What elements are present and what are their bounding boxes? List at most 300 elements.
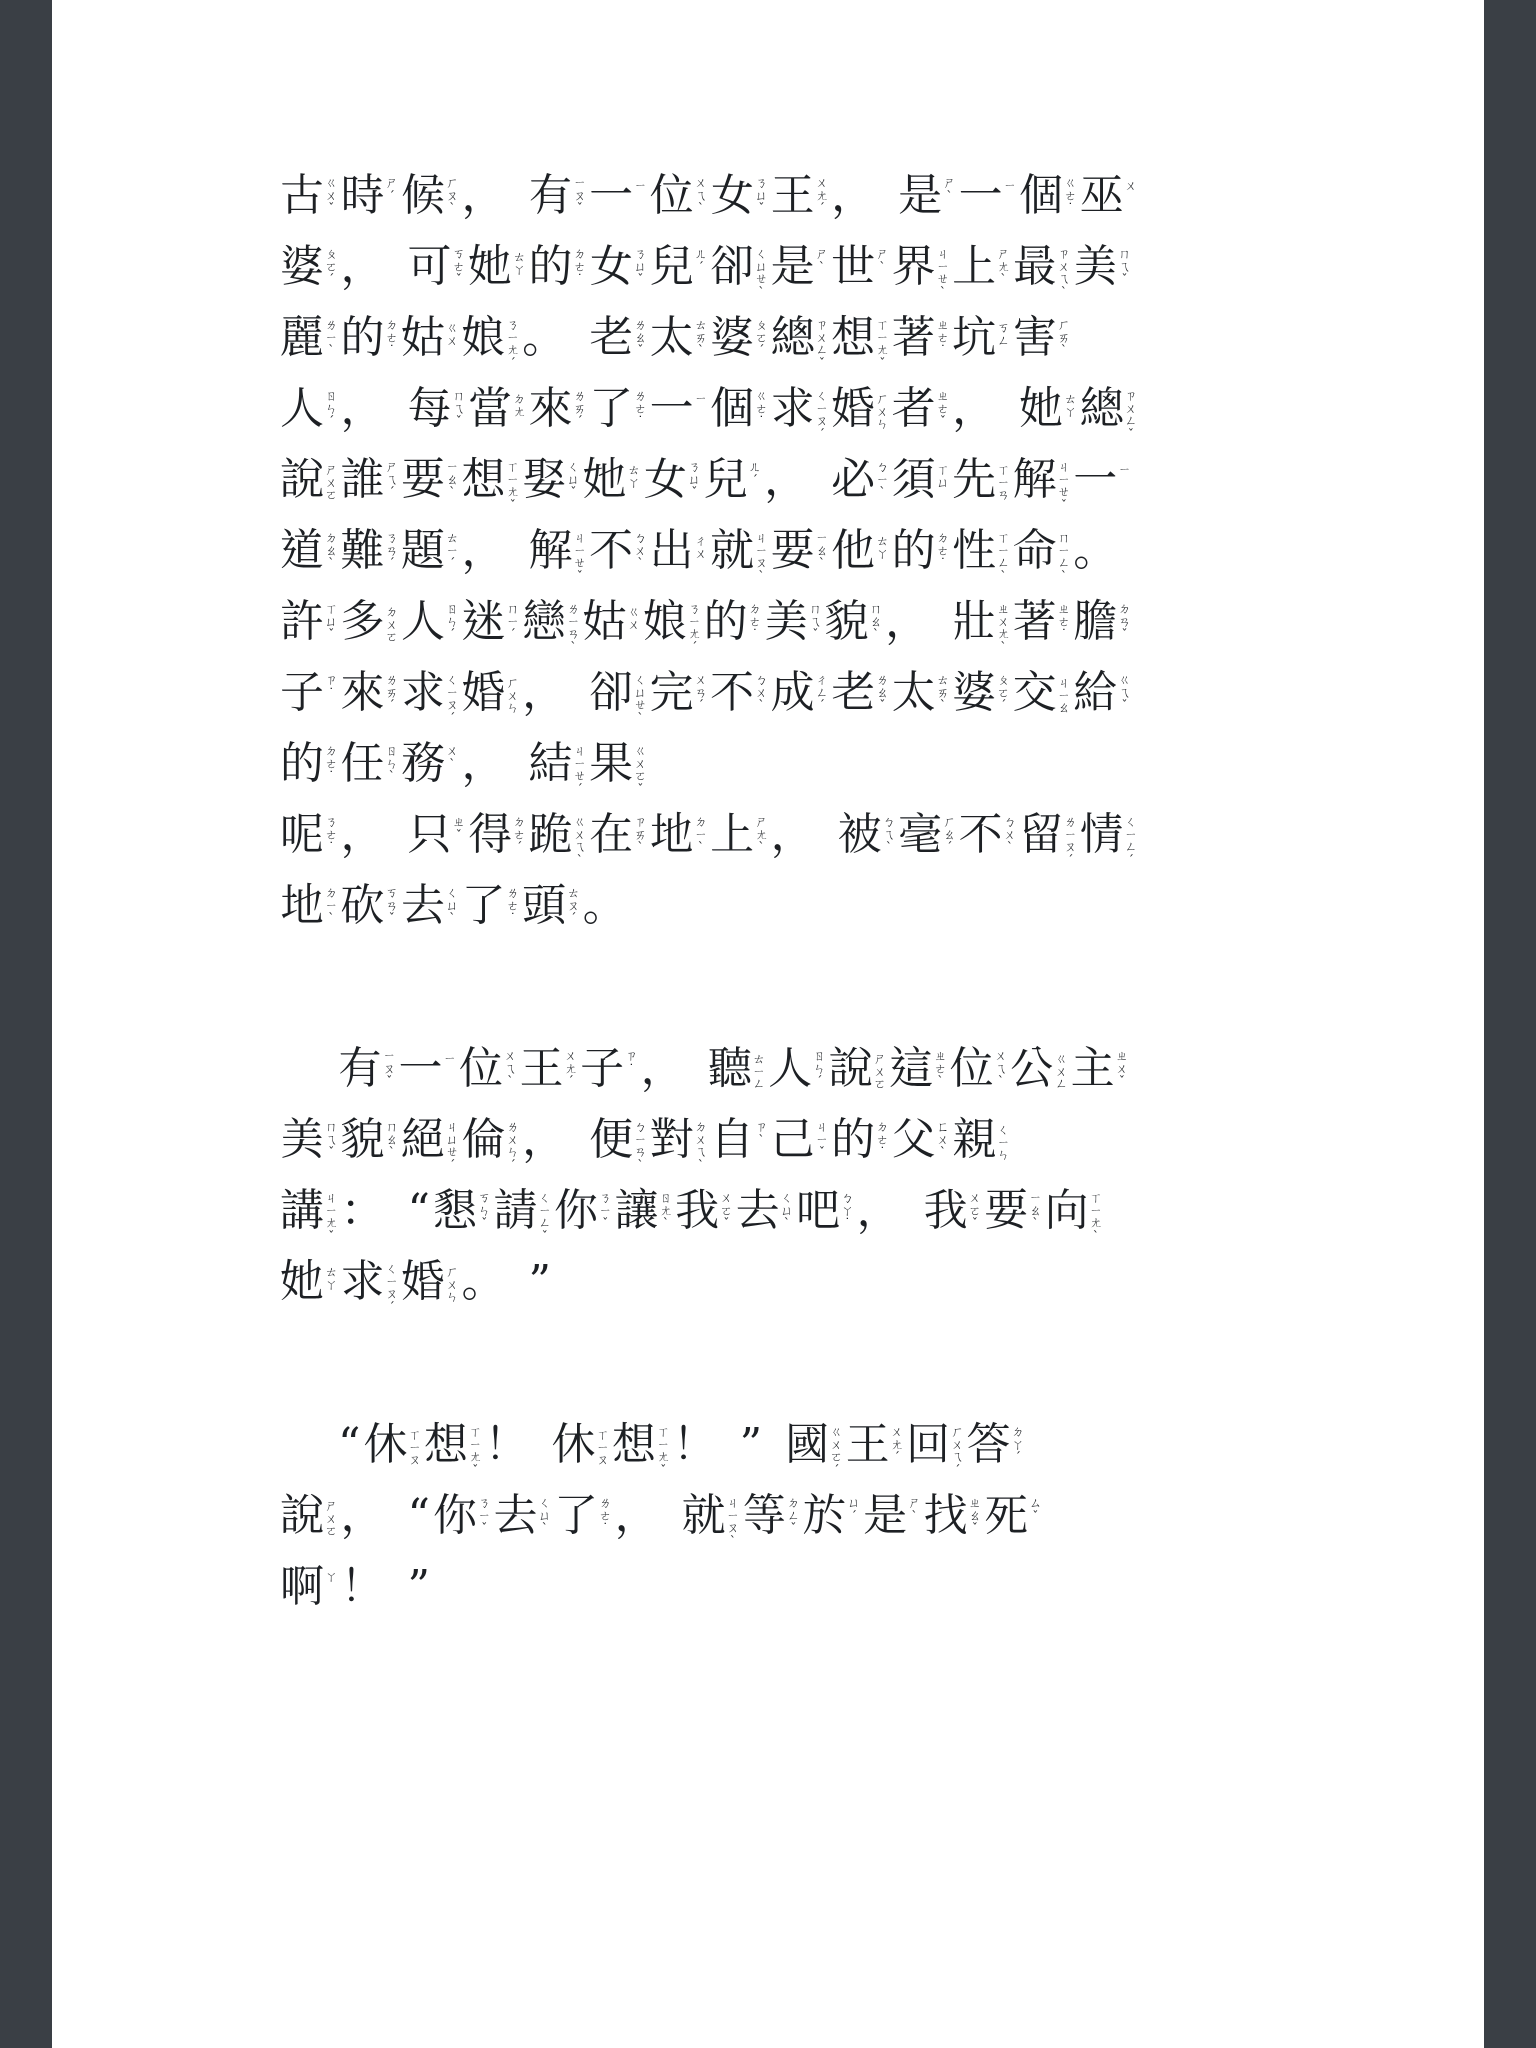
annotated-character [462,312,520,369]
han-glyph: 巫 [1079,170,1124,221]
annotated-character [831,383,889,435]
annotated-character [675,1185,733,1237]
bopomofo-annotation: ㄖ ㄣ ˊ [446,601,459,641]
han-glyph: 讓 [614,1185,659,1236]
bopomofo-annotation: ㄨ ㄟ ˋ [994,1048,1008,1088]
annotated-character [612,1419,670,1476]
han-glyph: 說 [828,1043,873,1094]
bopomofo-annotation: ㄋ ㄧ ˇ [599,1190,612,1230]
annotated-character [825,596,883,648]
annotated-character [710,525,768,582]
bopomofo-annotation: ㄒ ㄧ ㄢ [997,462,1010,502]
annotated-character [433,1490,491,1542]
bopomofo-annotation: ㄒ ㄧ ㄤ ˇ [876,317,889,370]
han-glyph: 交 [1012,667,1057,718]
punctuation-glyph: ， [340,809,385,860]
annotated-character [494,1185,552,1242]
bopomofo-annotation: ㄅ ㄟ ˋ [882,814,896,854]
han-glyph: 美 [764,596,809,647]
han-glyph: 難 [340,525,385,576]
annotated-character [803,1490,861,1542]
annotated-character [710,1114,768,1166]
text-line [280,525,1300,596]
annotated-character [522,596,580,653]
han-glyph: 求 [770,383,815,434]
bopomofo-annotation: ㄒ ㄩ [936,462,950,490]
annotated-character [522,880,580,932]
text-line [280,170,1300,241]
annotated-character [280,1114,338,1166]
annotated-character [952,667,1010,719]
annotated-character [280,525,338,577]
han-glyph: 害 [1012,312,1057,363]
han-glyph: 己 [770,1114,815,1165]
han-glyph: 婆 [952,667,997,718]
han-glyph: 女 [589,241,634,292]
annotated-character [401,525,459,577]
annotated-character [589,738,647,795]
bopomofo-annotation: ㄐ ㄧ ㄠ [1057,675,1071,715]
bopomofo-annotation: ㄕ ˋ [908,1495,921,1523]
bopomofo-annotation: ㄐ ㄧ ㄡ ˋ [755,530,768,583]
han-glyph: 迷 [461,596,506,647]
han-glyph: 果 [589,738,634,789]
bopomofo-annotation: ㄅ ㄚ ˙ [841,1190,854,1230]
bopomofo-annotation: ㄍ ㄨ [627,604,641,632]
han-glyph: 王 [519,1043,564,1094]
bopomofo-annotation: ㄇ ㄟ ˇ [809,601,822,641]
annotated-character [280,454,338,506]
bopomofo-annotation: ㄇ ㄟ ˇ [325,1119,338,1159]
annotated-character [529,809,587,866]
annotated-character [341,596,399,648]
bopomofo-annotation: ㄅ ㄨ ˋ [1003,814,1017,854]
bopomofo-annotation: ㄊ ㄡ ˊ [567,885,580,925]
han-glyph: 人 [768,1043,813,1094]
bopomofo-annotation: ㄨ ㄛ ˇ [968,1190,982,1230]
annotated-character [589,809,647,861]
bopomofo-annotation: ㄍ ㄜ ˙ [1064,175,1077,215]
bopomofo-annotation: ㄑ ㄧ ㄥ ˇ [538,1190,552,1243]
bopomofo-annotation: ㄒ ㄩ ˇ [325,601,338,641]
annotated-character [401,170,459,222]
han-glyph: 來 [528,383,573,434]
annotated-character [736,1185,794,1237]
bopomofo-annotation: ㄉ ㄜ ˙ [385,317,399,357]
annotated-character [892,312,950,364]
annotated-character [341,312,399,364]
bopomofo-annotation: ㄈ ㄨ ˋ [936,1119,950,1159]
han-glyph: 總 [1079,383,1124,434]
annotated-character [892,383,950,435]
han-glyph: 卻 [589,667,634,718]
bopomofo-annotation: ㄙ ˇ [1029,1495,1042,1523]
han-glyph: 子 [280,667,324,718]
han-glyph: 對 [649,1114,694,1165]
bopomofo-annotation: ㄇ ㄠ ˋ [385,1119,399,1159]
bopomofo-annotation: ㄓ ㄨ ㄤ ˋ [997,601,1010,654]
bopomofo-annotation: ㄐ ㄧ ㄝ ˊ [573,743,587,796]
annotated-character [280,1185,338,1242]
annotated-character [771,1114,829,1166]
annotated-character [494,1490,552,1542]
bopomofo-annotation: ㄉ ㄥ ˇ [787,1495,800,1535]
annotated-character [952,241,1010,293]
bopomofo-annotation: ㄨ ㄛ ˇ [720,1190,733,1230]
annotated-character [682,1490,740,1547]
annotated-character [589,383,647,435]
annotated-character [898,809,956,861]
han-glyph: 上 [710,809,755,860]
bopomofo-annotation: ㄉ ㄚ ˊ [1011,1424,1025,1464]
han-glyph: 的 [703,596,748,647]
punctuation-glyph: 。 [1073,525,1118,576]
annotated-character [529,170,587,222]
bopomofo-annotation: ㄗ ㄨ ㄟ ˋ [1057,246,1071,299]
bopomofo-annotation: ㄍ ㄨ ㄛ ˇ [634,743,647,796]
annotated-character [1080,170,1138,222]
han-glyph: 太 [649,312,694,363]
han-glyph: 給 [1073,667,1118,718]
han-glyph: 出 [649,525,694,576]
han-glyph: 人 [280,383,324,434]
han-glyph: 地 [280,880,324,931]
han-glyph: 只 [407,809,452,860]
annotated-character [829,1043,887,1095]
annotated-character [280,170,338,222]
annotated-character [771,312,829,369]
bopomofo-annotation: ㄅ ㄧ ˋ [876,459,889,499]
annotated-character [401,312,459,364]
annotated-character [771,667,829,719]
punctuation-glyph: ， [522,667,567,718]
han-glyph: 去 [493,1490,538,1541]
punctuation-glyph: ！ [340,1561,385,1612]
annotated-character [401,596,459,648]
han-glyph: 便 [589,1114,634,1165]
han-glyph: 子 [580,1043,625,1094]
bopomofo-annotation: ㄇ ㄠ ˋ [869,601,883,641]
han-glyph: 要 [984,1185,1029,1236]
bopomofo-annotation: ㄅ ㄧ ㄢ ˋ [634,1119,647,1172]
bopomofo-annotation: ㄋ ㄧ ˇ [478,1495,491,1535]
han-glyph: 是 [863,1490,908,1541]
bopomofo-annotation: ㄎ ㄜ ˇ [452,246,466,286]
annotated-character [408,241,466,293]
text-line [280,809,1300,880]
annotated-character [529,241,587,293]
annotated-character [643,454,701,506]
punctuation-glyph: ， [461,170,506,221]
han-glyph: 自 [710,1114,755,1165]
text-line [280,1114,1300,1185]
han-glyph: 了 [589,383,634,434]
bopomofo-annotation: ㄋ ㄧ ㄤ ˊ [506,317,520,370]
punctuation-glyph: ， [831,170,876,221]
bopomofo-annotation: ㄒ ㄧ ㄡ [408,1427,422,1467]
han-glyph: 在 [589,809,634,860]
annotated-character [1073,454,1131,506]
bopomofo-annotation: ㄕ ˊ [385,175,399,203]
punctuation-glyph: “ [407,1185,431,1236]
annotated-character [468,383,526,435]
han-glyph: 坑 [952,312,997,363]
annotated-character [892,667,950,719]
punctuation-glyph: ， [340,1490,385,1541]
han-glyph: 著 [1012,596,1057,647]
punctuation-glyph: ， [952,383,997,434]
text-line [280,1043,1300,1114]
bopomofo-annotation: ㄕ ㄨ ㄛ [325,462,338,502]
bopomofo-annotation: ㄨ ㄤ ˊ [815,175,829,215]
annotated-character [401,667,459,724]
annotated-character [583,596,641,648]
bopomofo-annotation: ㄗ ˋ [755,1119,768,1147]
annotated-character [462,667,520,719]
han-glyph: 完 [649,667,694,718]
bopomofo-annotation: ㄉ ㄠ ˋ [325,530,338,570]
annotated-character [554,1490,612,1542]
han-glyph: 性 [952,525,997,576]
bopomofo-annotation: ㄋ ㄩ ˇ [688,459,701,499]
annotated-character [892,525,950,577]
bopomofo-annotation: ㄧ [634,178,647,193]
annotated-character [1019,170,1077,222]
han-glyph: 最 [1012,241,1057,292]
punctuation-glyph: ， [461,525,506,576]
annotated-character [710,383,768,435]
han-glyph: 位 [949,1043,994,1094]
bopomofo-annotation: ㄕ ㄤ ˋ [755,814,768,854]
bopomofo-annotation: ㄉ ㄢ ˇ [1118,601,1131,641]
annotated-character [952,454,1010,506]
bopomofo-annotation: ㄓ ㄜ ˙ [936,317,950,357]
han-glyph: 的 [891,525,936,576]
annotated-character [554,1185,612,1237]
punctuation-glyph: ！ [672,1419,717,1470]
annotated-character [589,312,647,364]
han-glyph: 候 [401,170,446,221]
bopomofo-annotation: ㄋ ㄩ ˇ [634,246,647,286]
annotated-character [710,241,768,298]
han-glyph: 卻 [710,241,755,292]
annotated-character [650,809,708,861]
bopomofo-annotation: ㄉ ㄤ [513,391,526,419]
han-glyph: 死 [984,1490,1029,1541]
han-glyph: 王 [845,1419,890,1470]
annotated-character [401,880,459,932]
annotated-character [280,880,338,932]
annotated-character [959,170,1017,222]
annotated-character [341,738,399,790]
bopomofo-annotation: ㄌ ㄠ ˇ [876,672,889,712]
han-glyph: 公 [1010,1043,1055,1094]
han-glyph: 就 [681,1490,726,1541]
bopomofo-annotation: ㄊ ㄞ ˋ [694,317,708,357]
bopomofo-annotation: ㄗ ㄞ ˋ [634,814,647,854]
han-glyph: 古 [280,170,324,221]
text-line [280,880,1300,951]
annotated-character [710,170,768,222]
annotated-character [580,1043,638,1095]
han-glyph: 娘 [643,596,688,647]
han-glyph: 我 [675,1185,720,1236]
han-glyph: 去 [735,1185,780,1236]
bopomofo-annotation: ㄖ ㄣ ˊ [325,388,338,428]
annotated-character [906,1419,964,1476]
han-glyph: 是 [770,241,815,292]
han-glyph: 姑 [401,312,446,363]
bopomofo-annotation: ㄨ ㄤ ˊ [890,1424,904,1464]
annotated-character [589,1114,647,1171]
text-line [280,454,1300,525]
annotated-character [462,1114,520,1171]
annotated-character [1073,667,1131,719]
han-glyph: 貌 [340,1114,385,1165]
han-glyph: 必 [831,454,876,505]
annotated-character [1071,1043,1129,1095]
bopomofo-annotation: ㄋ ㄩ ˇ [755,175,768,215]
han-glyph: 結 [528,738,573,789]
annotated-character [408,383,466,435]
han-glyph: 總 [770,312,815,363]
bopomofo-annotation: ㄧ ㄡ ˇ [383,1048,396,1088]
punctuation-glyph: 。 [582,880,627,931]
bopomofo-annotation: ㄆ ㄛ ˊ [325,246,338,286]
bopomofo-annotation: ㄅ ㄨ ˋ [755,672,768,712]
han-glyph: 麗 [280,312,324,363]
han-glyph: 想 [831,312,876,363]
annotated-character [1013,454,1071,511]
annotated-character [1010,1043,1068,1095]
bopomofo-annotation: ㄒ ㄧ ㄤ ˇ [469,1424,482,1477]
punctuation-glyph: 。 [522,312,567,363]
bopomofo-annotation: ㄒ ㄧ ㄡ [596,1427,610,1467]
annotated-character [462,880,520,932]
annotated-character [771,241,829,293]
han-glyph: 要 [401,454,446,505]
han-glyph: 她 [280,1256,324,1307]
bopomofo-annotation: ㄕ ㄟ ˊ [385,459,399,499]
han-glyph: 講 [280,1185,324,1236]
text-line [280,596,1300,667]
han-glyph: 向 [1044,1185,1089,1236]
annotated-character [831,667,889,719]
han-glyph: 答 [966,1419,1011,1470]
annotated-character [708,1043,766,1095]
bopomofo-annotation: ㄊ ㄧ ˊ [446,530,459,570]
annotated-character [280,738,338,790]
han-glyph: 位 [459,1043,504,1094]
bopomofo-annotation: ㄨ [1124,178,1138,193]
punctuation-glyph: ！ [484,1419,529,1470]
han-glyph: 王 [770,170,815,221]
annotated-character [650,525,708,577]
annotated-character [529,383,587,435]
punctuation-glyph: ” [528,1256,552,1307]
annotated-character [831,1114,889,1166]
annotated-character [341,1114,399,1166]
annotated-character [1013,525,1071,582]
annotated-character [785,1419,843,1476]
bopomofo-annotation: ㄊ ㄞ ˋ [936,672,950,712]
text-line [280,1185,1300,1256]
han-glyph: 休 [551,1419,596,1470]
han-glyph: 有 [528,170,573,221]
annotated-character [846,1419,904,1471]
bopomofo-annotation: ㄊ ㄚ [876,533,889,561]
bopomofo-annotation: ㄓ ㄜ ˙ [1057,601,1071,641]
annotated-character [280,809,338,861]
text-line [280,383,1300,454]
annotated-character [863,1490,921,1542]
han-glyph: 去 [401,880,446,931]
han-glyph: 要 [770,525,815,576]
bopomofo-annotation: ㄏ ㄨ ㄣ [876,391,889,431]
bopomofo-annotation: ㄕ ˋ [815,246,829,274]
han-glyph: 上 [952,241,997,292]
han-glyph: 婚 [401,1256,446,1307]
bopomofo-annotation: ㄍ ㄟ ˇ [1118,672,1131,712]
han-glyph: 國 [785,1419,830,1470]
han-glyph: 請 [493,1185,538,1236]
annotated-character [710,809,768,861]
punctuation-glyph: ， [461,738,506,789]
annotated-character [892,454,950,506]
bopomofo-annotation: ㄌ ㄜ ˙ [599,1495,612,1535]
bopomofo-annotation: ㄑ ㄧ ㄡ ˊ [385,1261,399,1314]
annotated-character [831,525,889,577]
text-line [280,312,1300,383]
annotated-character [529,738,587,795]
bopomofo-annotation: ㄐ ㄧ ㄝ ˋ [936,246,950,299]
han-glyph: 懇 [433,1185,478,1236]
han-glyph: 的 [280,738,324,789]
bopomofo-annotation: ㄍ ㄜ ˙ [755,388,768,428]
annotated-character [341,525,399,577]
han-glyph: 著 [891,312,936,363]
han-glyph: 聽 [707,1043,752,1094]
annotated-character [643,596,701,653]
bopomofo-annotation: ㄖ ㄣ ˋ [385,743,399,783]
han-glyph: 了 [554,1490,599,1541]
bopomofo-annotation: ㄌ ㄨ ㄣ ˊ [506,1119,520,1172]
han-glyph: 你 [433,1490,478,1541]
han-glyph: 兒 [649,241,694,292]
annotated-character [952,1114,1010,1166]
han-glyph: 情 [1079,809,1124,860]
han-glyph: 一 [589,170,634,221]
annotated-character [459,1043,517,1095]
han-glyph: 等 [742,1490,787,1541]
page-right-margin [1484,0,1536,2048]
annotated-character [650,170,708,222]
annotated-character [771,170,829,222]
bopomofo-annotation: ㄍ ㄨ ˇ [325,175,338,215]
bopomofo-annotation: ㄕ ˋ [876,246,889,274]
han-glyph: 這 [889,1043,934,1094]
han-glyph: 一 [398,1043,443,1094]
bopomofo-annotation: ㄦ ˊ [748,459,762,487]
annotated-character [1013,312,1071,364]
han-glyph: 找 [923,1490,968,1541]
document-page [52,0,1484,2048]
han-glyph: 地 [649,809,694,860]
bopomofo-annotation: ㄑ ㄩ ˇ [567,459,580,499]
annotated-character [341,170,399,222]
bopomofo-annotation: ㄒ ㄧ ㄤ ˇ [657,1424,670,1477]
han-glyph: 美 [1073,241,1118,292]
